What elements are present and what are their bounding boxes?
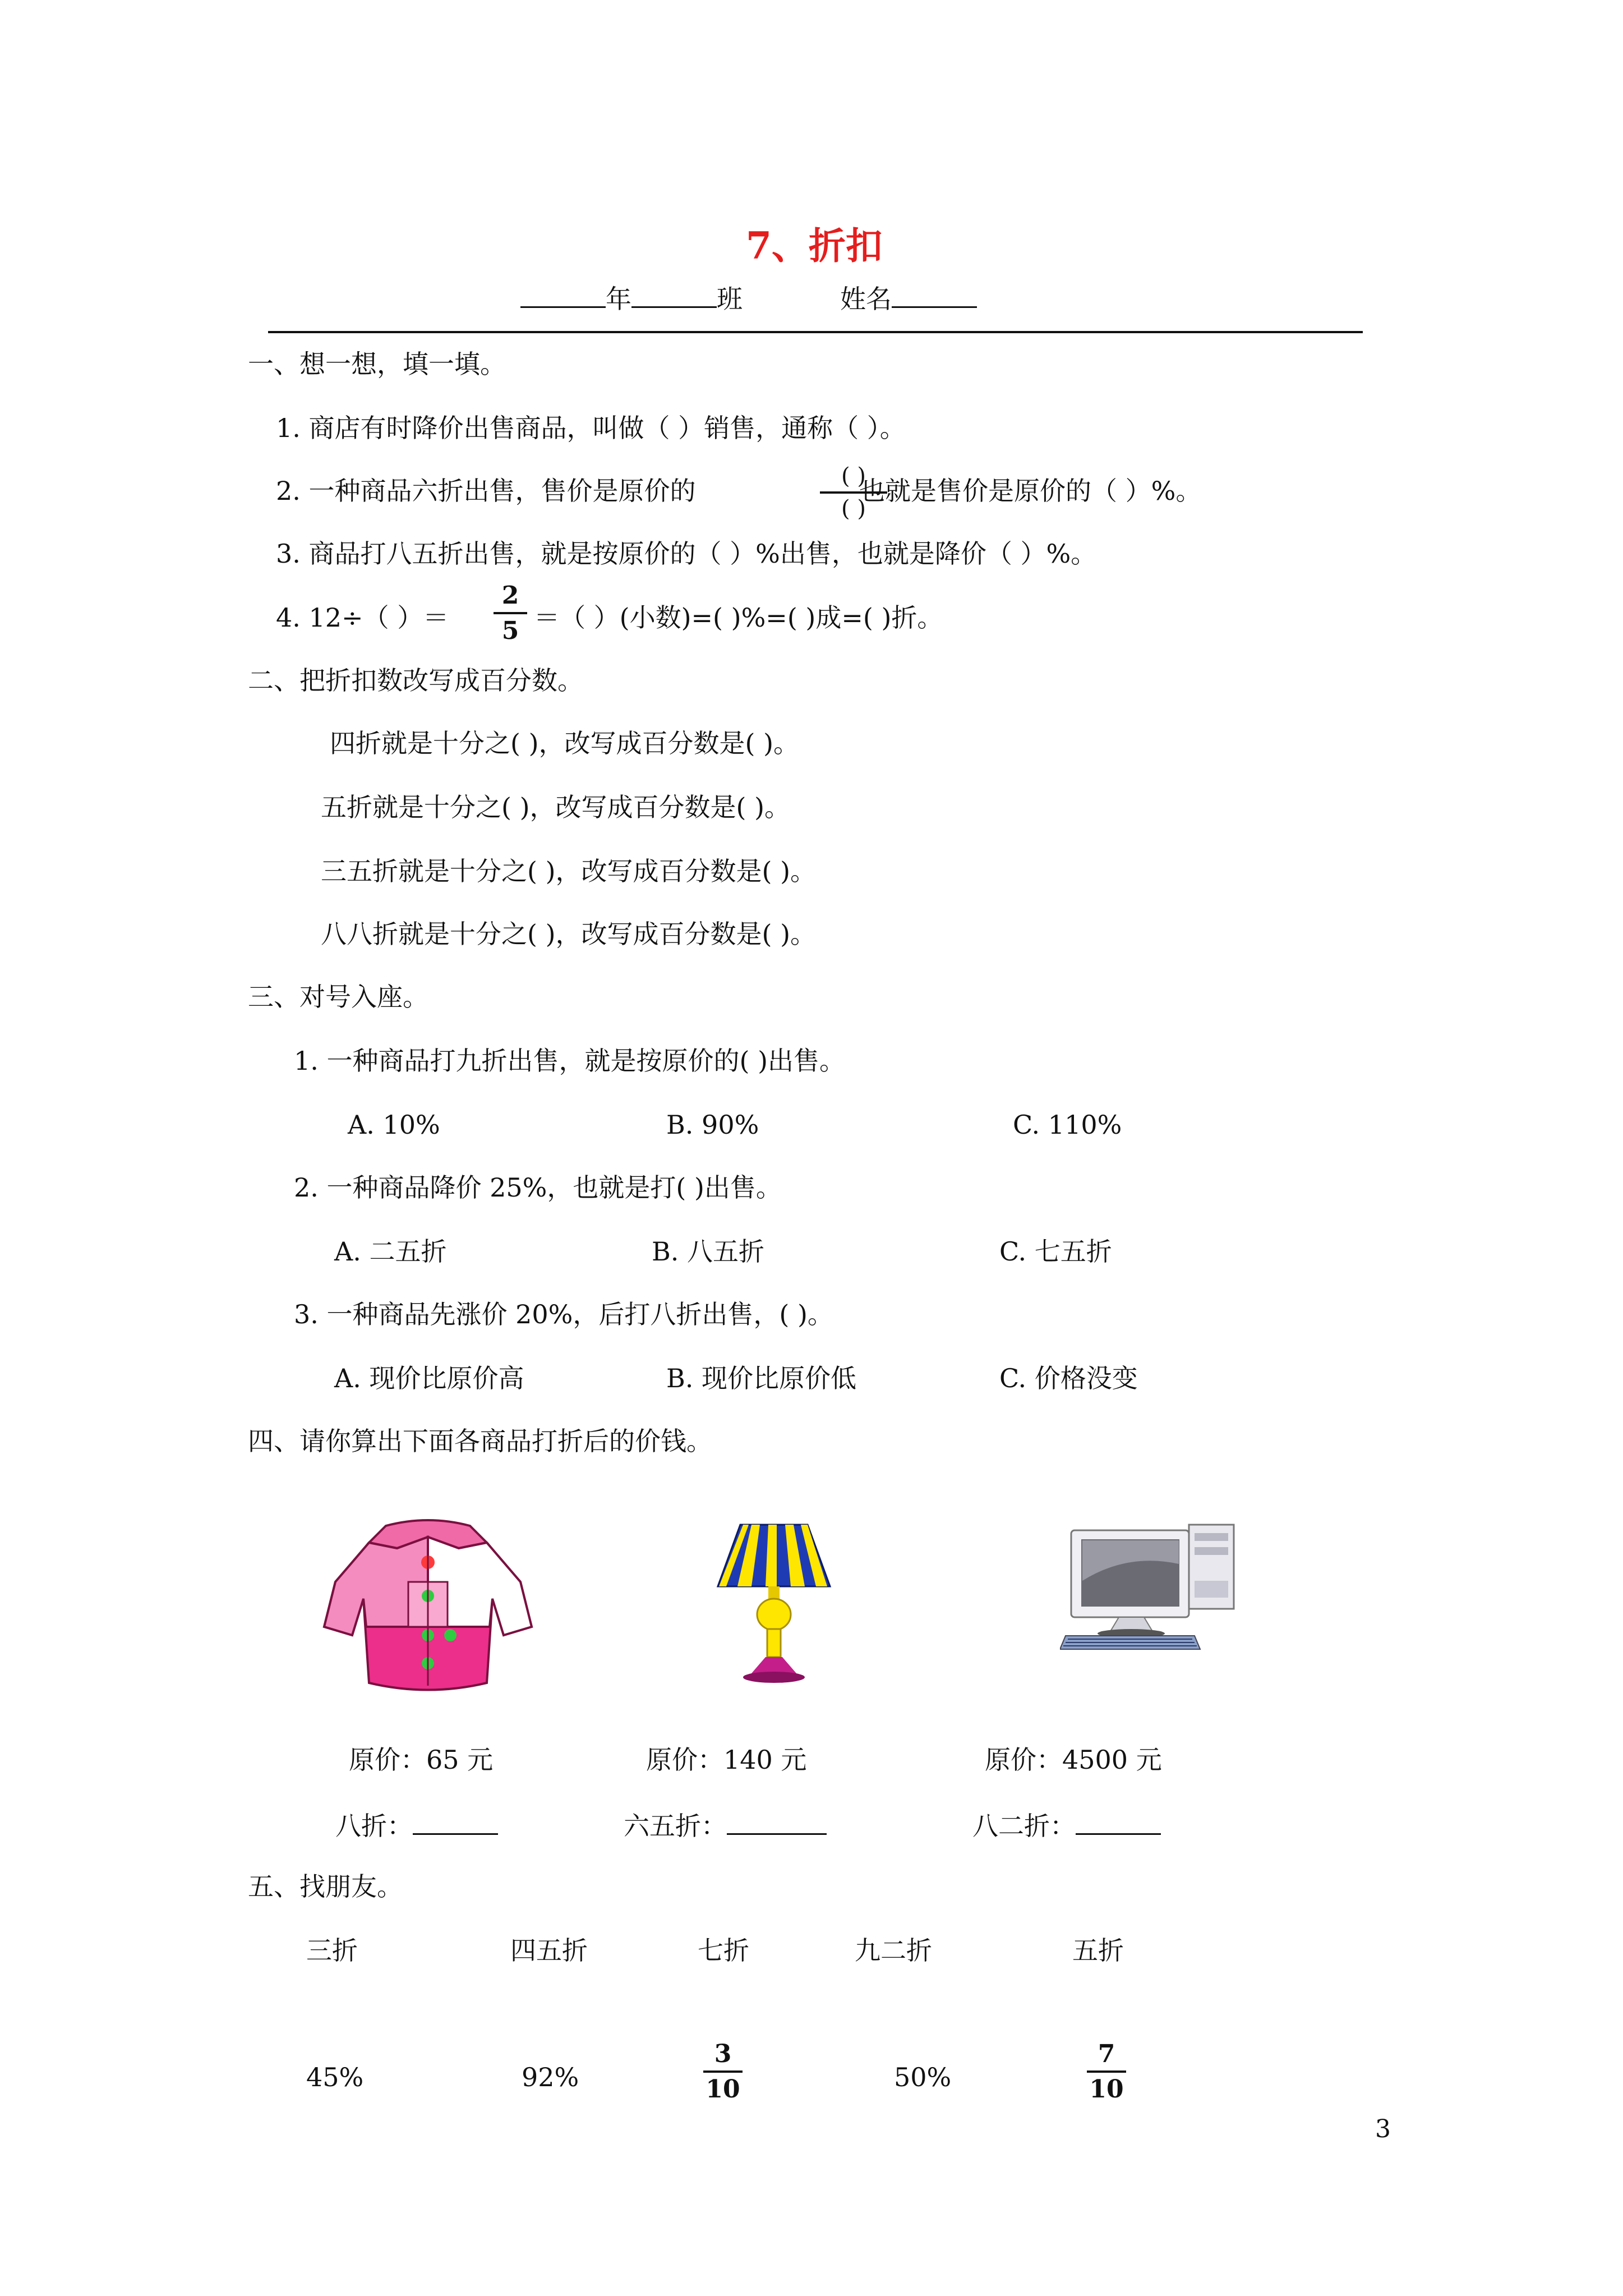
fraction-bar [1087,2070,1126,2073]
lamp-icon [712,1519,836,1687]
fraction-numerator: 7 [1098,2040,1115,2068]
name-line [840,284,977,312]
fraction-denominator: 5 [501,616,519,645]
s2-row: 四折就是十分之( )，改写成百分数是( )。 [330,728,800,758]
s2-row: 三五折就是十分之( )，改写成百分数是( )。 [321,856,817,886]
match-bottom-item[interactable]: 45% [306,2062,364,2092]
computer-icon [1060,1519,1239,1654]
section4-heading: 四、请你算出下面各商品打折后的价钱。 [248,1426,712,1456]
page-title: 7、折扣 [746,224,883,268]
s3-q2-option-c[interactable]: C. 七五折 [999,1236,1112,1267]
s3-q1-option-a[interactable]: A. 10% [348,1110,440,1140]
discount-coat [335,1811,498,1839]
s1-question-4b: ＝（ ）(小数)=( )%=( )成=( )折。 [534,602,943,633]
fraction-bar [494,612,527,614]
fraction-numerator: ( ) [841,463,866,489]
s2-row: 五折就是十分之( )，改写成百分数是( )。 [321,792,791,822]
discount-label: 六五折： [624,1811,727,1841]
s1-question-1: 1. 商店有时降价出售商品，叫做（ ）销售，通称（ ）。 [276,413,906,443]
section3-heading: 三、对号入座。 [248,982,428,1012]
answer-blank[interactable] [1076,1811,1161,1835]
answer-blank[interactable] [727,1811,827,1835]
grade-label: 年 [606,284,631,314]
s3-q3-option-a[interactable]: A. 现价比原价高 [334,1363,524,1393]
match-top-item[interactable]: 九二折 [855,1935,932,1966]
section1-heading: 一、想一想，填一填。 [248,349,506,379]
fraction-bar [703,2070,743,2073]
header-divider [268,331,1363,333]
match-bottom-item[interactable]: 50% [894,2062,952,2092]
match-bottom-item[interactable]: 92% [522,2062,579,2092]
s2-row: 八八折就是十分之( )，改写成百分数是( )。 [321,919,817,949]
grade-blank[interactable] [520,284,606,308]
fraction-numerator: 2 [501,581,519,610]
s1-q4-fraction [494,581,527,645]
coat-icon [319,1515,537,1700]
discount-lamp [624,1811,827,1839]
discount-computer [972,1811,1161,1839]
price-lamp: 原价：140 元 [646,1745,807,1775]
section2-heading: 二、把折扣数改写成百分数。 [248,665,583,696]
price-coat: 原价：65 元 [349,1745,494,1775]
name-blank[interactable] [892,284,977,308]
discount-label: 八折： [335,1811,413,1841]
class-blank[interactable] [631,284,717,308]
match-bottom-fraction[interactable] [1087,2040,1126,2104]
fraction-denominator: 10 [706,2075,740,2104]
name-label: 姓名 [840,284,892,314]
answer-blank[interactable] [413,1811,498,1835]
match-top-item[interactable]: 三折 [306,1935,358,1966]
fraction-denominator: 10 [1089,2075,1124,2104]
s3-q1-option-b[interactable]: B. 90% [666,1110,759,1140]
match-top-item[interactable]: 五折 [1072,1935,1124,1966]
match-top-item[interactable]: 四五折 [510,1935,588,1966]
match-bottom-fraction[interactable] [703,2040,743,2104]
match-top-item[interactable]: 七折 [698,1935,749,1966]
discount-label: 八二折： [972,1811,1076,1841]
s3-q2-option-b[interactable]: B. 八五折 [652,1236,765,1267]
page-number: 3 [1375,2115,1391,2143]
fraction-numerator: 3 [714,2040,732,2068]
s3-question-2: 2. 一种商品降价 25%，也就是打( )出售。 [294,1172,782,1203]
s3-question-1: 1. 一种商品打九折出售，就是按原价的( )出售。 [294,1046,846,1076]
section5-heading: 五、找朋友。 [248,1871,403,1902]
s3-question-3: 3. 一种商品先涨价 20%，后打八折出售，( )。 [294,1299,833,1329]
grade-line [520,284,743,312]
s3-q3-option-c[interactable]: C. 价格没变 [999,1363,1138,1393]
s1-question-2b: 也就是售价是原价的（ ）%。 [859,476,1202,506]
s1-question-4a: 4. 12÷（ ）＝ [276,602,449,633]
s1-question-2a: 2. 一种商品六折出售，售价是原价的 [276,476,696,506]
s3-q3-option-b[interactable]: B. 现价比原价低 [666,1363,857,1393]
s1-question-3: 3. 商品打八五折出售，就是按原价的（ ）%出售，也就是降价（ ）%。 [276,539,1097,569]
s3-q2-option-a[interactable]: A. 二五折 [334,1236,447,1267]
class-label: 班 [717,284,743,314]
price-computer: 原价：4500 元 [985,1745,1162,1775]
s3-q1-option-c[interactable]: C. 110% [1013,1110,1122,1140]
fraction-denominator: ( ) [841,496,866,522]
